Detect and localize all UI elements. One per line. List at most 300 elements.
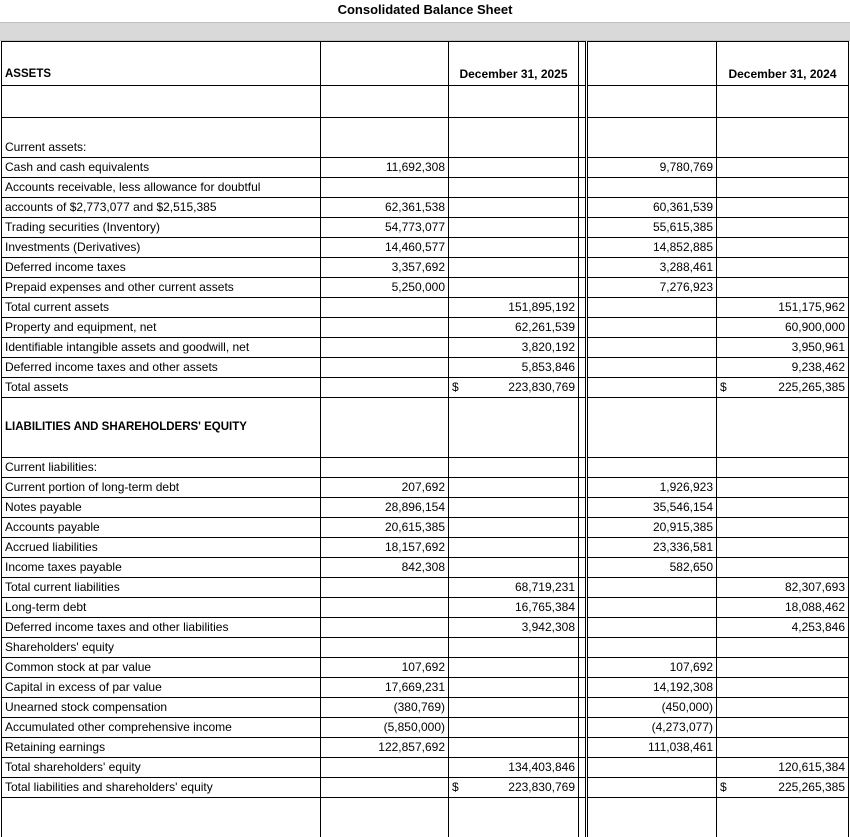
cell-value: 3,357,692 [391, 260, 445, 274]
cell [579, 638, 587, 658]
line-item-label: Shareholders' equity [2, 638, 321, 658]
spacer-row [2, 438, 849, 458]
cell-value: 223,830,769 [508, 380, 575, 394]
cell [587, 398, 717, 418]
cell [587, 638, 717, 658]
cell [579, 278, 587, 298]
line-item-row [2, 338, 849, 358]
cell [587, 118, 717, 138]
current-assets-label [2, 138, 849, 158]
line-item-label: Prepaid expenses and other current assets [2, 278, 321, 298]
cell [587, 578, 717, 598]
cell [587, 298, 717, 318]
cell [449, 438, 579, 458]
cell [717, 118, 849, 138]
cell [587, 738, 717, 758]
cell [579, 698, 587, 718]
cell [587, 678, 717, 698]
cell [579, 538, 587, 558]
cell [321, 118, 449, 138]
line-item-label: Investments (Derivatives) [2, 238, 321, 258]
line-item-row [2, 178, 849, 198]
cell [449, 158, 579, 178]
cell [579, 178, 587, 198]
liabilities-heading-row [2, 418, 849, 438]
line-item-row [2, 378, 849, 398]
cell [321, 258, 449, 278]
line-item-label: Deferred income taxes [2, 258, 321, 278]
cell [587, 498, 717, 518]
cell [587, 438, 717, 458]
spacer-row [2, 398, 849, 418]
cell [449, 218, 579, 238]
cell-value: 151,175,962 [778, 300, 845, 314]
cell [449, 598, 579, 618]
cell-value: 120,615,384 [778, 760, 845, 774]
cell [717, 798, 849, 818]
col-header-2024: December 31, 2024 [717, 64, 849, 86]
cell [717, 418, 849, 438]
cell [587, 338, 717, 358]
cell-value: 82,307,693 [784, 580, 845, 594]
cell [587, 778, 717, 798]
cell [587, 758, 717, 778]
cell [717, 358, 849, 378]
cell-value: 60,361,539 [652, 200, 713, 214]
cell [717, 738, 849, 758]
line-item-row [2, 598, 849, 618]
dollar-sign: $ [452, 780, 459, 794]
cell [321, 378, 449, 398]
line-item-row [2, 198, 849, 218]
cell [2, 798, 321, 818]
cell [717, 538, 849, 558]
cell [579, 298, 587, 318]
cell [587, 318, 717, 338]
cell [2, 42, 321, 64]
cell [449, 86, 579, 118]
cell-value: (450,000) [661, 700, 713, 714]
cell [579, 398, 587, 418]
cell [717, 178, 849, 198]
line-item-row [2, 618, 849, 638]
cell-value: 134,403,846 [508, 760, 575, 774]
line-item-label: Total current assets [2, 298, 321, 318]
line-item-row [2, 158, 849, 178]
cell [579, 558, 587, 578]
dollar-sign: $ [452, 380, 459, 394]
line-item-row [2, 558, 849, 578]
cell [579, 798, 587, 818]
cell [717, 778, 849, 798]
cell [579, 258, 587, 278]
cell [2, 438, 321, 458]
cell [579, 498, 587, 518]
cell [321, 298, 449, 318]
cell [449, 658, 579, 678]
cell [579, 598, 587, 618]
cell [321, 558, 449, 578]
cell [587, 478, 717, 498]
cell [587, 358, 717, 378]
cell [321, 658, 449, 678]
current-liabilities-label: Current liabilities: [2, 458, 321, 478]
column-header-row [2, 64, 849, 86]
cell [717, 138, 849, 158]
cell [449, 378, 579, 398]
line-item-label: Trading securities (Inventory) [2, 218, 321, 238]
cell-value: 225,265,385 [778, 780, 845, 794]
cell-value: 14,460,577 [384, 240, 445, 254]
cell [449, 238, 579, 258]
cell [321, 818, 449, 837]
cell-value: 18,157,692 [384, 540, 445, 554]
cell [579, 618, 587, 638]
cell-value: (4,273,077) [651, 720, 713, 734]
cell-value: 28,896,154 [384, 500, 445, 514]
line-item-label: Property and equipment, net [2, 318, 321, 338]
cell [587, 258, 717, 278]
cell [587, 138, 717, 158]
line-item-row [2, 758, 849, 778]
cell [321, 798, 449, 818]
cell [449, 738, 579, 758]
cell-value: 3,942,308 [521, 620, 575, 634]
cell-value: 62,261,539 [514, 320, 575, 334]
cell [579, 86, 587, 118]
cell [587, 378, 717, 398]
cell-value: 223,830,769 [508, 780, 575, 794]
line-item-label: Notes payable [2, 498, 321, 518]
cell [587, 458, 717, 478]
cell [579, 218, 587, 238]
line-item-label: Accumulated other comprehensive income [2, 718, 321, 738]
cell-value: 151,895,192 [508, 300, 575, 314]
cell-value: 11,692,308 [385, 160, 445, 174]
cell [579, 358, 587, 378]
cell [449, 138, 579, 158]
cell [579, 778, 587, 798]
cell-value: 62,361,538 [384, 200, 445, 214]
line-item-row [2, 658, 849, 678]
cell [321, 64, 449, 86]
cell [321, 678, 449, 698]
cell [321, 698, 449, 718]
cell [717, 638, 849, 658]
spacer-row [2, 818, 849, 837]
cell [579, 198, 587, 218]
cell [449, 578, 579, 598]
cell [579, 738, 587, 758]
cell [717, 318, 849, 338]
cell [449, 618, 579, 638]
cell [717, 478, 849, 498]
cell [717, 86, 849, 118]
cell [321, 598, 449, 618]
cell-value: 3,950,961 [791, 340, 845, 354]
cell [579, 338, 587, 358]
cell [449, 818, 579, 837]
cell [449, 718, 579, 738]
line-item-row [2, 218, 849, 238]
cell [717, 518, 849, 538]
cell [717, 758, 849, 778]
cell-value: 111,038,461 [648, 740, 713, 754]
cell [321, 178, 449, 198]
cell [717, 458, 849, 478]
cell [717, 338, 849, 358]
cell [579, 138, 587, 158]
cell [321, 518, 449, 538]
cell [717, 42, 849, 64]
line-item-label: Common stock at par value [2, 658, 321, 678]
cell-value: (5,850,000) [383, 720, 445, 734]
line-item-label: Current portion of long-term debt [2, 478, 321, 498]
line-item-row [2, 738, 849, 758]
cell [579, 578, 587, 598]
cell [587, 618, 717, 638]
cell [321, 358, 449, 378]
cell [579, 658, 587, 678]
cell [321, 86, 449, 118]
cell [717, 378, 849, 398]
line-item-label: Capital in excess of par value [2, 678, 321, 698]
cell [579, 678, 587, 698]
liabilities-heading: LIABILITIES AND SHAREHOLDERS' EQUITY [2, 418, 321, 438]
line-item-label: Cash and cash equivalents [2, 158, 321, 178]
line-item-label: Total liabilities and shareholders' equity [2, 778, 321, 798]
cell [579, 478, 587, 498]
cell [717, 278, 849, 298]
cell [2, 818, 321, 837]
cell [587, 278, 717, 298]
cell [321, 278, 449, 298]
cell-value: 60,900,000 [784, 320, 845, 334]
line-item-label: Long-term debt [2, 598, 321, 618]
cell [321, 218, 449, 238]
cell [579, 518, 587, 538]
cell [321, 42, 449, 64]
cell [449, 358, 579, 378]
cell [587, 818, 717, 837]
line-item-label: Total assets [2, 378, 321, 398]
cell [321, 618, 449, 638]
cell-value: 207,692 [401, 480, 445, 494]
line-item-label: Total shareholders' equity [2, 758, 321, 778]
balance-sheet-table [1, 41, 849, 837]
cell-value: 14,192,308 [652, 680, 713, 694]
cell [587, 658, 717, 678]
cell [449, 518, 579, 538]
current-liabilities-label [2, 458, 849, 478]
cell-value: 107,692 [401, 660, 445, 674]
cell [449, 418, 579, 438]
cell [321, 498, 449, 518]
line-item-row [2, 498, 849, 518]
cell-value: 14,852,885 [652, 240, 713, 254]
cell-value: 5,250,000 [391, 280, 445, 294]
cell-value: 842,308 [401, 560, 445, 574]
cell [321, 338, 449, 358]
spacer-row [2, 86, 849, 118]
cell [321, 158, 449, 178]
cell-value: 35,546,154 [652, 500, 713, 514]
cell [717, 718, 849, 738]
cell [449, 778, 579, 798]
cell-value: 16,765,384 [514, 600, 575, 614]
cell [587, 698, 717, 718]
line-item-label: Unearned stock compensation [2, 698, 321, 718]
cell [587, 86, 717, 118]
cell [579, 158, 587, 178]
cell-value: 68,719,231 [514, 580, 575, 594]
cell [449, 278, 579, 298]
cell [579, 42, 587, 64]
line-item-label: Deferred income taxes and other assets [2, 358, 321, 378]
cell [587, 158, 717, 178]
cell [449, 118, 579, 138]
line-item-row [2, 478, 849, 498]
line-item-row [2, 778, 849, 798]
line-item-row [2, 238, 849, 258]
line-item-label: Accounts receivable, less allowance for doubtful [2, 178, 321, 198]
line-item-row [2, 718, 849, 738]
cell-value: 4,253,846 [791, 620, 845, 634]
cell-value: 107,692 [669, 660, 713, 674]
cell [579, 438, 587, 458]
cell [449, 638, 579, 658]
cell [587, 218, 717, 238]
line-item-row [2, 698, 849, 718]
cell [321, 438, 449, 458]
cell [717, 438, 849, 458]
cell [321, 778, 449, 798]
cell [2, 86, 321, 118]
line-item-row [2, 638, 849, 658]
cell [449, 538, 579, 558]
line-item-label: Income taxes payable [2, 558, 321, 578]
cell-value: 18,088,462 [784, 600, 845, 614]
cell [717, 498, 849, 518]
dollar-sign: $ [720, 780, 727, 794]
spacer-row [2, 798, 849, 818]
cell-value: 1,926,923 [659, 480, 713, 494]
cell [579, 318, 587, 338]
cell [579, 118, 587, 138]
cell [321, 198, 449, 218]
assets-heading: ASSETS [2, 64, 321, 86]
cell [449, 178, 579, 198]
line-item-label: Accrued liabilities [2, 538, 321, 558]
cell [449, 558, 579, 578]
cell-value: 9,238,462 [791, 360, 845, 374]
cell [321, 638, 449, 658]
line-item-row [2, 298, 849, 318]
cell [587, 718, 717, 738]
cell-value: 9,780,769 [659, 160, 713, 174]
cell-value: 54,773,077 [384, 220, 445, 234]
cell [449, 338, 579, 358]
line-item-row [2, 518, 849, 538]
cell [587, 518, 717, 538]
cell [321, 398, 449, 418]
cell [587, 598, 717, 618]
cell [321, 718, 449, 738]
cell [587, 42, 717, 64]
cell [717, 398, 849, 418]
cell-value: 225,265,385 [778, 380, 845, 394]
cell [579, 458, 587, 478]
cell [321, 578, 449, 598]
line-item-row [2, 358, 849, 378]
cell [717, 818, 849, 837]
cell [449, 198, 579, 218]
cell [717, 218, 849, 238]
cell [587, 178, 717, 198]
line-item-row [2, 278, 849, 298]
cell [321, 138, 449, 158]
line-item-label: Retaining earnings [2, 738, 321, 758]
line-item-label: accounts of $2,773,077 and $2,515,385 [2, 198, 321, 218]
cell [579, 378, 587, 398]
dollar-sign: $ [720, 380, 727, 394]
current-assets-label: Current assets: [2, 138, 321, 158]
cell [717, 598, 849, 618]
cell [321, 418, 449, 438]
cell [717, 678, 849, 698]
cell [587, 198, 717, 218]
cell [579, 758, 587, 778]
cell [449, 298, 579, 318]
cell-value: (380,769) [393, 700, 445, 714]
cell [579, 238, 587, 258]
line-item-label: Total current liabilities [2, 578, 321, 598]
cell [449, 398, 579, 418]
cell [717, 258, 849, 278]
line-item-row [2, 258, 849, 278]
line-item-row [2, 318, 849, 338]
cell [717, 658, 849, 678]
cell [2, 118, 321, 138]
line-item-label: Accounts payable [2, 518, 321, 538]
spacer-row [2, 42, 849, 64]
cell [717, 198, 849, 218]
cell [717, 238, 849, 258]
line-item-row [2, 678, 849, 698]
line-item-label: Identifiable intangible assets and goodwill, net [2, 338, 321, 358]
cell [587, 798, 717, 818]
cell [449, 678, 579, 698]
cell [587, 64, 717, 86]
cell [321, 478, 449, 498]
cell [449, 458, 579, 478]
cell [587, 418, 717, 438]
cell [321, 238, 449, 258]
cell-value: 3,820,192 [521, 340, 575, 354]
cell-value: 582,650 [669, 560, 713, 574]
cell-value: 3,288,461 [659, 260, 713, 274]
cell [449, 498, 579, 518]
cell [587, 238, 717, 258]
cell [449, 42, 579, 64]
cell-value: 5,853,846 [521, 360, 575, 374]
cell [587, 538, 717, 558]
cell [717, 698, 849, 718]
line-item-row [2, 538, 849, 558]
col-header-2025: December 31, 2025 [449, 64, 579, 86]
cell-value: 20,915,385 [652, 520, 713, 534]
cell [579, 418, 587, 438]
